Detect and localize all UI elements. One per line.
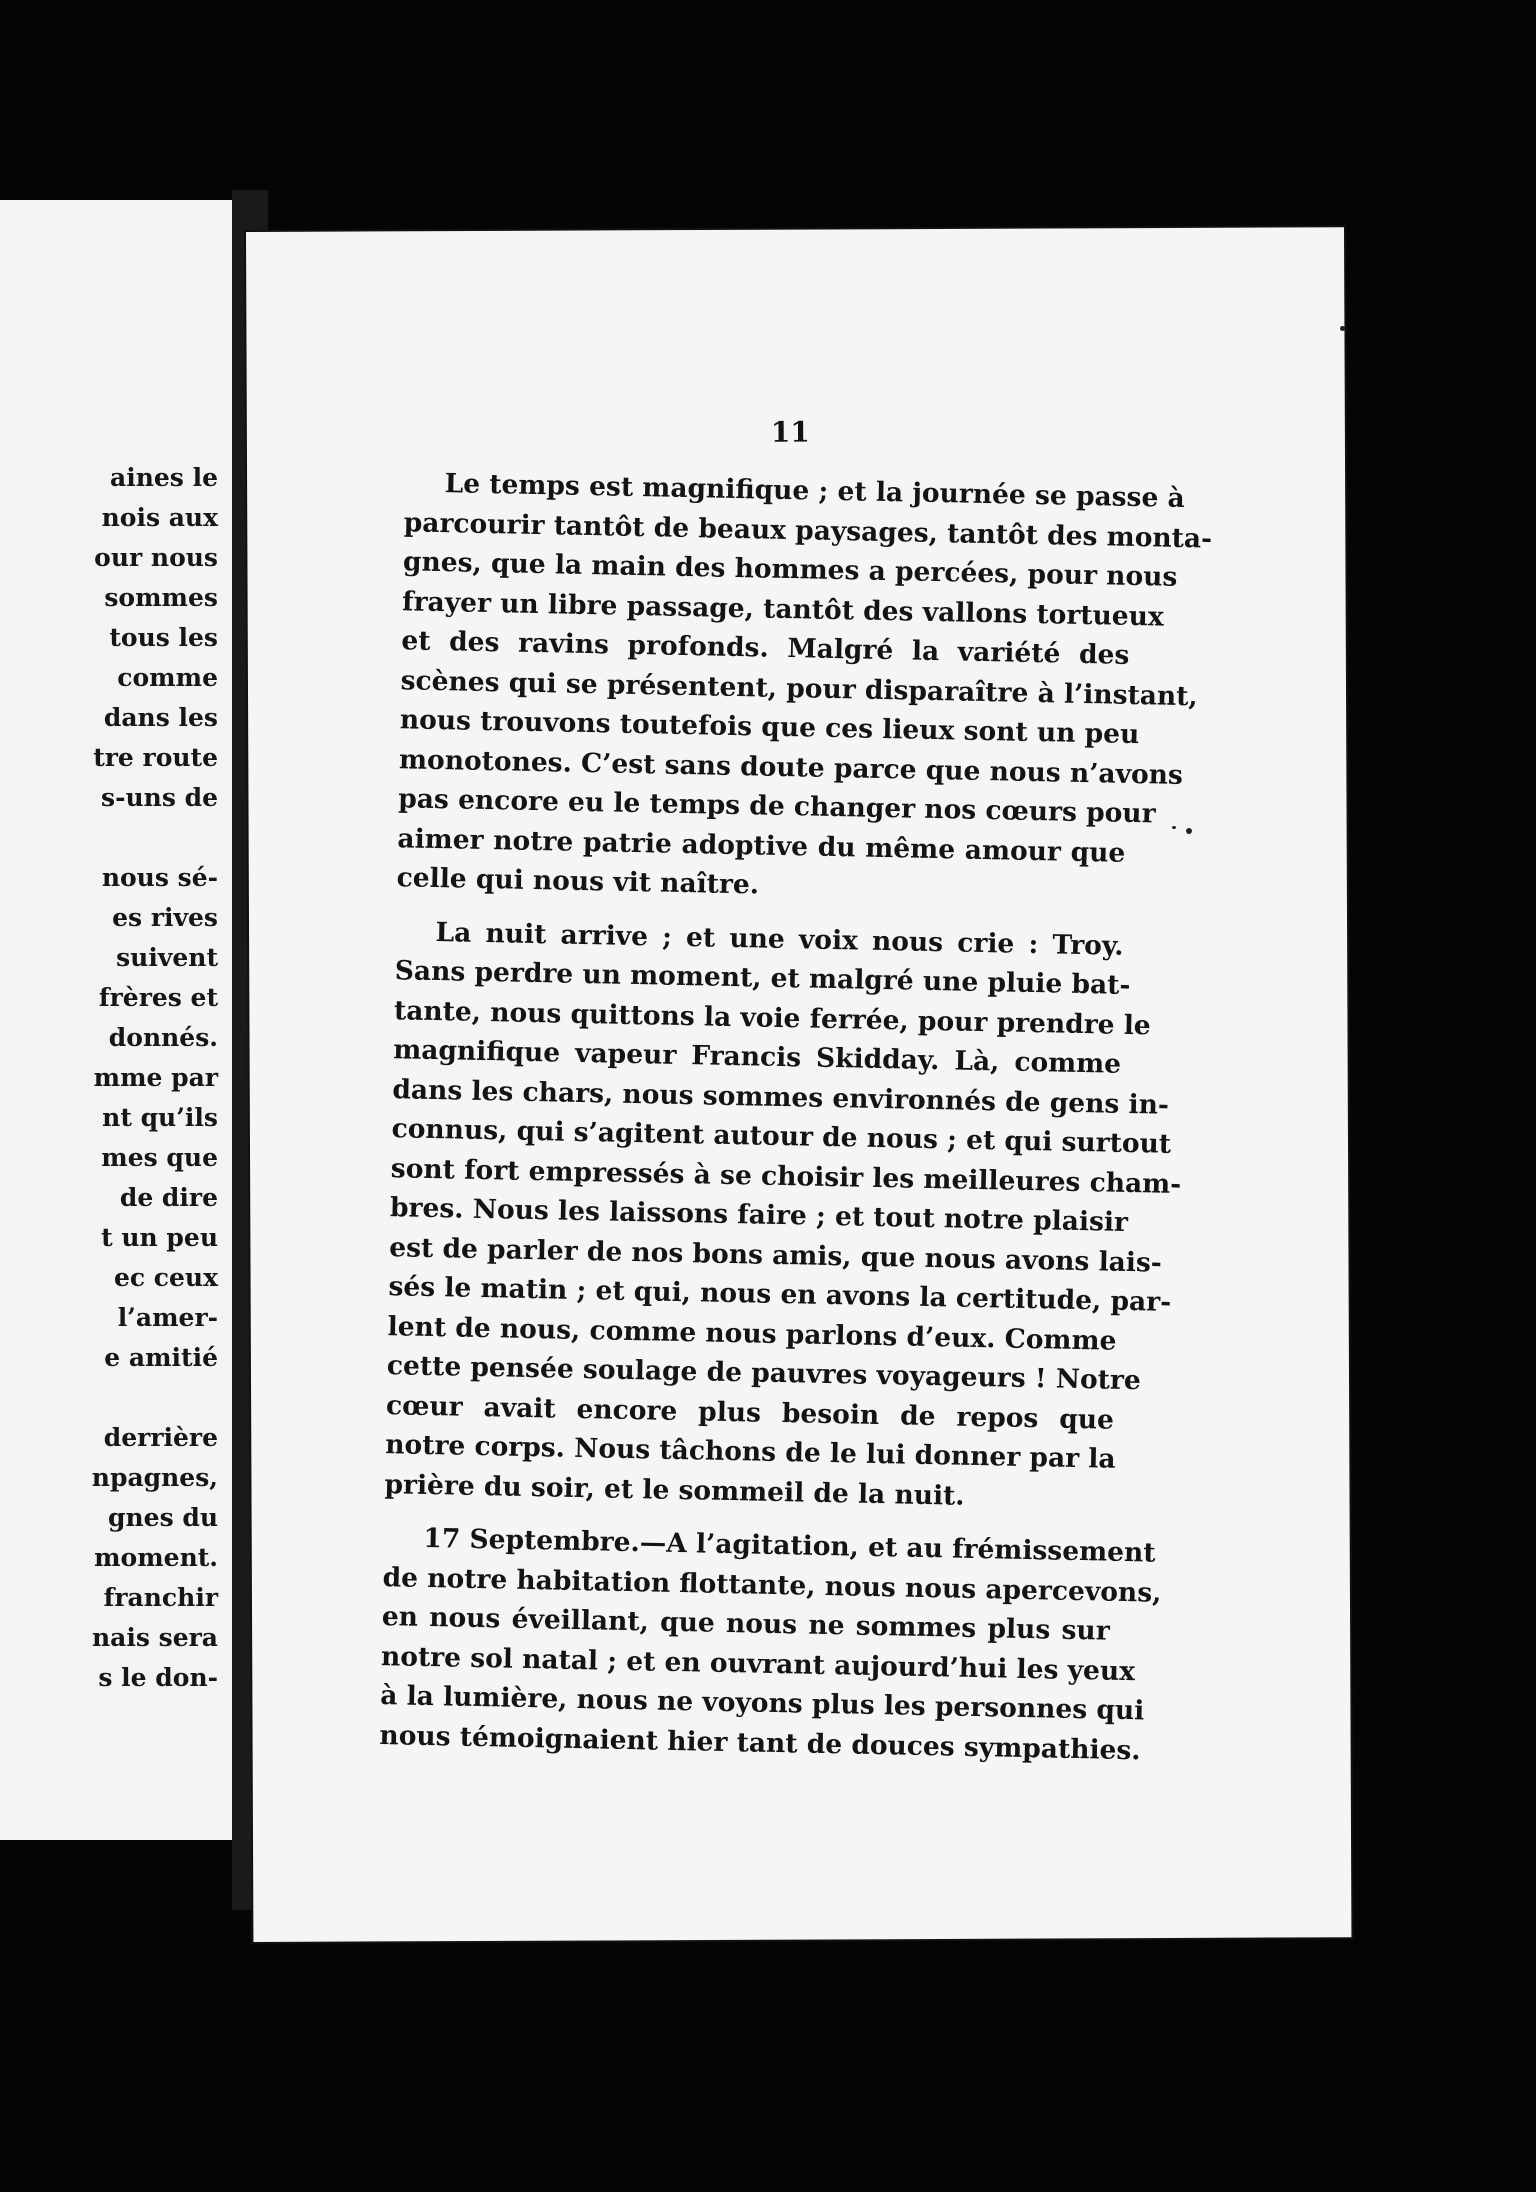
left-page-line: de dire bbox=[119, 1183, 218, 1212]
text-line: tante, nous quittons la voie ferrée, pour prendre le bbox=[393, 994, 1152, 1041]
text-line: cette pensée soulage de pauvres voyageurs ! Notre bbox=[386, 1350, 1142, 1397]
left-page-line: nais sera bbox=[91, 1623, 218, 1652]
text-line: sés le matin ; et qui, nous en avons la certitude, par- bbox=[388, 1271, 1172, 1318]
paragraph bbox=[379, 1518, 1162, 1770]
left-page-line bbox=[92, 818, 218, 858]
left-page-line: tre route bbox=[93, 743, 218, 772]
left-page-line: comme bbox=[117, 663, 218, 692]
left-page-line: mes que bbox=[101, 1143, 218, 1172]
left-page-line: nous sé- bbox=[101, 863, 218, 892]
text-line: prière du soir, et le sommeil de la nuit. bbox=[384, 1468, 965, 1512]
text-line: nous témoignaient hier tant de douces sympathies. bbox=[379, 1719, 1141, 1766]
text-line: notre corps. Nous tâchons de le lui donner par la bbox=[385, 1429, 1116, 1475]
text-line: magnifique vapeur Francis Skidday. Là, comme bbox=[392, 1034, 1122, 1080]
left-page-line: derrière bbox=[103, 1423, 218, 1452]
left-page-line bbox=[92, 1378, 218, 1418]
text-line: notre sol natal ; et en ouvrant aujourd’hui les yeux bbox=[380, 1640, 1136, 1687]
text-line: Le temps est magnifique ; et la journée se passe à bbox=[444, 468, 1186, 514]
left-page-line: es rives bbox=[112, 903, 218, 932]
text-line: à la lumière, nous ne voyons plus les personnes qui bbox=[379, 1680, 1145, 1727]
text-line: parcourir tantôt de beaux paysages, tantôt des monta- bbox=[403, 506, 1213, 555]
text-line: aimer notre patrie adoptive du même amour que bbox=[397, 822, 1126, 869]
text-line: lent de nous, comme nous parlons d’eux. Comme bbox=[387, 1310, 1117, 1357]
left-page-line: s-uns de bbox=[101, 783, 218, 812]
left-page-line: moment. bbox=[94, 1543, 218, 1572]
left-page-line: donnés. bbox=[108, 1023, 218, 1052]
text-line: et des ravins profonds. Malgré la variété des bbox=[401, 625, 1130, 671]
paragraph bbox=[396, 463, 1213, 912]
left-page-line: e amitié bbox=[104, 1343, 218, 1372]
left-page-line: aines le bbox=[110, 463, 218, 492]
left-page-line: mme par bbox=[93, 1063, 218, 1092]
text-line: sont fort empressés à se choisir les meilleures cham- bbox=[390, 1152, 1182, 1200]
text-line: 17 Septembre.—A l’agitation, et au frémissement bbox=[423, 1522, 1156, 1569]
text-line: celle qui nous vit naître. bbox=[396, 862, 760, 901]
left-page-line: suivent bbox=[116, 943, 218, 972]
left-page-line: npagnes, bbox=[91, 1463, 218, 1492]
text-line: scènes qui se présentent, pour disparaître à l’instant, bbox=[400, 664, 1198, 712]
text-line: en nous éveillant, que nous ne sommes plus sur bbox=[381, 1601, 1111, 1647]
right-page bbox=[246, 227, 1351, 1942]
text-line: est de parler de nos bons amis, que nous avons lais- bbox=[388, 1231, 1163, 1279]
left-page-line: l’amer- bbox=[117, 1303, 218, 1332]
text-line: connus, qui s’agitent autour de nous ; et qui surtout bbox=[391, 1113, 1172, 1160]
left-page-line: t un peu bbox=[101, 1223, 218, 1252]
scan-speck bbox=[1172, 826, 1176, 829]
text-line: cœur avait encore plus besoin de repos que bbox=[385, 1389, 1115, 1436]
page-body-text bbox=[379, 463, 1213, 1769]
text-line: Sans perdre un moment, et malgré une pluie bat- bbox=[394, 955, 1131, 1001]
text-line: frayer un libre passage, tantôt des vallons tortueux bbox=[401, 585, 1165, 633]
left-page-text bbox=[92, 458, 218, 1698]
left-page-line: nt qu’ils bbox=[102, 1103, 218, 1132]
left-page-line: sommes bbox=[104, 583, 218, 612]
left-page-line: dans les bbox=[103, 703, 218, 732]
left-page-line: tous les bbox=[109, 623, 218, 652]
text-line: dans les chars, nous sommes environnés de gens in- bbox=[392, 1073, 1170, 1121]
page-number: 11 bbox=[770, 415, 810, 449]
text-line: La nuit arrive ; et une voix nous crie : Troy. bbox=[435, 916, 1124, 962]
left-page-line: nois aux bbox=[101, 503, 218, 532]
scan-speck bbox=[1340, 326, 1345, 331]
left-page-line: franchir bbox=[103, 1583, 218, 1612]
text-line: gnes, que la main des hommes a percées, pour nous bbox=[402, 546, 1178, 593]
scan-speck bbox=[1186, 828, 1192, 834]
left-page-line: our nous bbox=[94, 543, 218, 572]
text-line: bres. Nous les laissons faire ; et tout notre plaisir bbox=[389, 1192, 1129, 1238]
text-line: de notre habitation flottante, nous nous apercevons, bbox=[382, 1561, 1162, 1609]
paragraph bbox=[384, 912, 1182, 1519]
left-page-line: s le don- bbox=[98, 1663, 218, 1692]
left-facing-page bbox=[0, 200, 238, 1840]
left-page-line: gnes du bbox=[108, 1503, 218, 1532]
text-line: monotones. C’est sans doute parce que nous n’avons bbox=[398, 743, 1184, 791]
left-page-line: frères et bbox=[98, 983, 218, 1012]
left-page-line: ec ceux bbox=[113, 1263, 218, 1292]
text-line: nous trouvons toutefois que ces lieux sont un peu bbox=[399, 704, 1140, 751]
text-line: pas encore eu le temps de changer nos cœurs pour bbox=[397, 783, 1156, 830]
